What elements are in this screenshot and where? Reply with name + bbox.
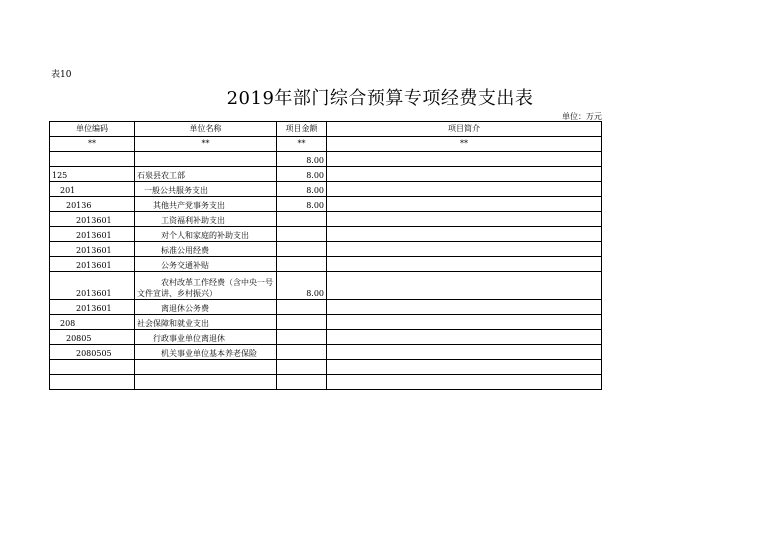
name-cell: 行政事业单位离退休: [135, 330, 277, 345]
desc-cell: [327, 330, 602, 345]
amount-cell: [277, 242, 327, 257]
amount-cell: [277, 212, 327, 227]
table-row: [50, 212, 602, 227]
desc-cell: [327, 360, 602, 375]
table-row: [50, 375, 602, 390]
desc-cell: [327, 182, 602, 197]
name-cell: [135, 152, 277, 167]
desc-cell: [327, 242, 602, 257]
header-amount: 项目金额: [277, 122, 327, 137]
table-row: [50, 242, 602, 257]
name-cell: 一般公共服务支出: [135, 182, 277, 197]
page-title: 2019年部门综合预算专项经费支出表: [226, 88, 534, 109]
code-cell: [50, 375, 135, 390]
amount-cell: [277, 227, 327, 242]
name-cell: [135, 272, 277, 300]
name-cell: 对个人和家庭的补助支出: [135, 227, 277, 242]
marker-cell: **: [135, 137, 277, 152]
desc-cell: [327, 375, 602, 390]
table-row: [50, 315, 602, 330]
desc-cell: [327, 227, 602, 242]
code-cell: 125: [50, 167, 135, 182]
code-cell: 2080505: [50, 345, 135, 360]
code-cell: [50, 360, 135, 375]
desc-cell: [327, 345, 602, 360]
amount-cell: 8.00: [277, 182, 327, 197]
header-row: [50, 122, 602, 137]
desc-cell: [327, 197, 602, 212]
table-row: [50, 345, 602, 360]
table-number: 表10: [51, 70, 72, 80]
name-cell: 其他共产党事务支出: [135, 197, 277, 212]
amount-cell: 8.00: [277, 272, 327, 300]
desc-cell: [327, 152, 602, 167]
marker-cell: **: [327, 137, 602, 152]
name-cell: 石泉县农工部: [135, 167, 277, 182]
amount-cell: [277, 360, 327, 375]
name-cell: [135, 360, 277, 375]
code-cell: 2013601: [50, 212, 135, 227]
table-row: [50, 197, 602, 212]
table-row: [50, 330, 602, 345]
amount-cell: 8.00: [277, 197, 327, 212]
name-cell: 工资福利补助支出: [135, 212, 277, 227]
name-cell: 公务交通补贴: [135, 257, 277, 272]
desc-cell: [327, 167, 602, 182]
name-cell: [135, 375, 277, 390]
table-row: [50, 167, 602, 182]
name-cell: 机关事业单位基本养老保险: [135, 345, 277, 360]
amount-cell: [277, 257, 327, 272]
desc-cell: [327, 272, 602, 300]
desc-cell: [327, 212, 602, 227]
header-unit-name: 单位名称: [135, 122, 277, 137]
table-row: [50, 152, 602, 167]
desc-cell: [327, 315, 602, 330]
unit-label: 单位：万元: [562, 112, 602, 121]
code-cell: 201: [50, 182, 135, 197]
name-cell: 标准公用经费: [135, 242, 277, 257]
code-cell: 2013601: [50, 227, 135, 242]
code-cell: 20136: [50, 197, 135, 212]
amount-cell: 8.00: [277, 152, 327, 167]
marker-cell: **: [277, 137, 327, 152]
code-cell: 208: [50, 315, 135, 330]
name-cell: 离退休公务费: [135, 300, 277, 315]
table-row: [50, 300, 602, 315]
name-line-2: 文件宣讲、乡村振兴）: [137, 289, 217, 298]
name-line-1: 农村改革工作经费（含中央一号: [161, 278, 273, 287]
amount-cell: 8.00: [277, 167, 327, 182]
code-cell: 2013601: [50, 257, 135, 272]
amount-cell: [277, 330, 327, 345]
amount-cell: [277, 345, 327, 360]
marker-cell: **: [50, 137, 135, 152]
header-description: 项目简介: [327, 122, 602, 137]
desc-cell: [327, 300, 602, 315]
amount-cell: [277, 375, 327, 390]
table-row: [50, 360, 602, 375]
desc-cell: [327, 257, 602, 272]
amount-cell: [277, 315, 327, 330]
table-row: [50, 257, 602, 272]
marker-row: [50, 137, 602, 152]
table-row: [50, 227, 602, 242]
code-cell: 20805: [50, 330, 135, 345]
table-row: [50, 182, 602, 197]
header-unit-code: 单位编码: [50, 122, 135, 137]
budget-table: [49, 121, 602, 390]
code-cell: [50, 152, 135, 167]
code-cell: 2013601: [50, 272, 135, 300]
name-cell: 社会保障和就业支出: [135, 315, 277, 330]
code-cell: 2013601: [50, 300, 135, 315]
code-cell: 2013601: [50, 242, 135, 257]
table-row: [50, 272, 602, 300]
amount-cell: [277, 300, 327, 315]
